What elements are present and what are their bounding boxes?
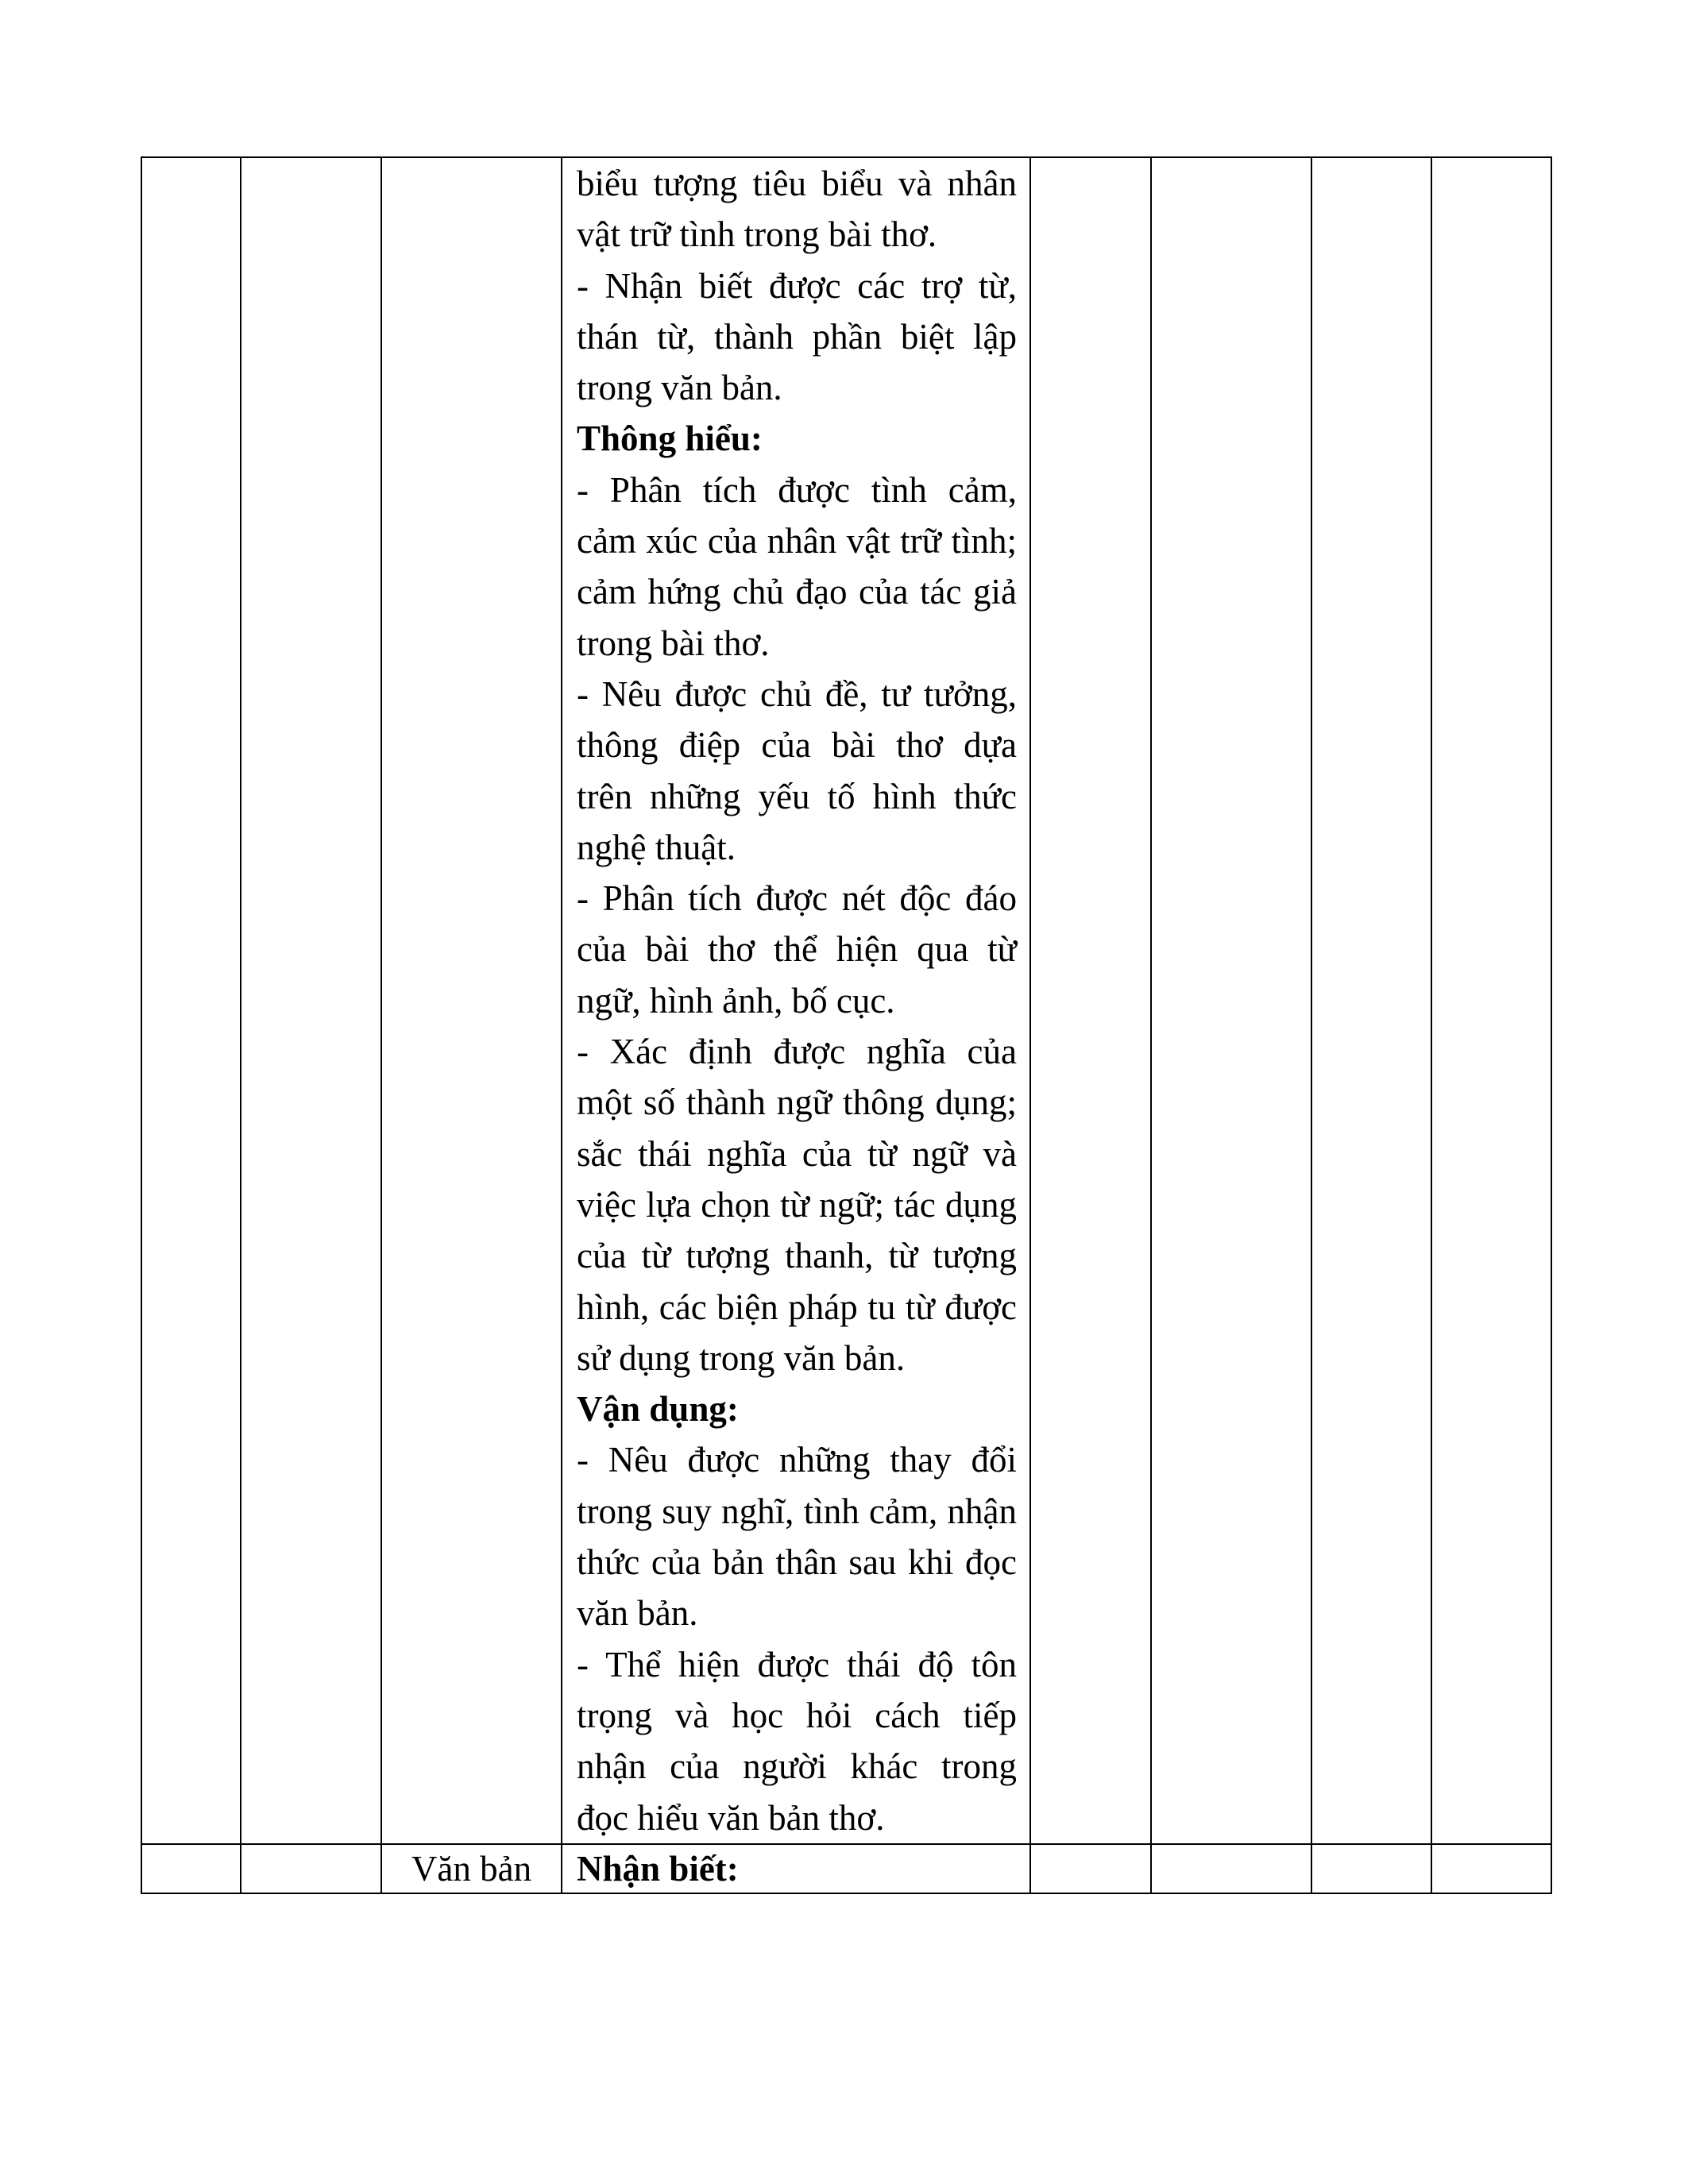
requirement-paragraph: - Xác định được nghĩa của một số thành ngữ thông dụng; sắc thái nghĩa của từ ngữ và việc lựa chọn từ ngữ; tác dụng của từ tượng thanh, từ tượng hình, các biện pháp tu từ được sử dụng trong văn bản. xyxy=(577,1032,1017,1378)
requirements-text xyxy=(562,158,1029,1843)
text-type-cell xyxy=(381,1844,562,1893)
section-heading: Vận dụng: xyxy=(577,1389,739,1430)
requirement-paragraph: - Nêu được chủ đề, tư tưởng, thông điệp của bài thơ dựa trên những yếu tố hình thức nghệ thuật. xyxy=(577,673,1017,867)
table-row xyxy=(141,157,1551,1844)
level-apply-cell xyxy=(1311,157,1431,1844)
level-recognize-cell xyxy=(1030,157,1151,1844)
level-understand-cell xyxy=(1151,1844,1311,1893)
requirement-paragraph: - Nhận biết được các trợ từ, thán từ, thành phần biệt lập trong văn bản. xyxy=(577,265,1017,408)
col-topic-cell xyxy=(241,1844,381,1893)
requirement-paragraph: - Thể hiện được thái độ tôn trọng và học hỏi cách tiếp nhận của người khác trong đọc hiểu văn bản thơ. xyxy=(577,1644,1017,1838)
specification-table xyxy=(141,156,1552,1894)
text-type-label: Văn bản xyxy=(411,1848,532,1889)
section-heading: Thông hiểu: xyxy=(577,419,763,459)
level-high-apply-cell xyxy=(1431,1844,1551,1893)
col-type-cell xyxy=(381,157,562,1844)
level-recognize-cell xyxy=(1030,1844,1151,1893)
col-index-cell xyxy=(141,157,241,1844)
level-high-apply-cell xyxy=(1431,157,1551,1844)
requirement-paragraph: - Nêu được những thay đổi trong suy nghĩ, tình cảm, nhận thức của bản thân sau khi đọc văn bản. xyxy=(577,1440,1017,1634)
requirements-cell xyxy=(562,157,1030,1844)
requirements-heading: Nhận biết: xyxy=(577,1848,739,1889)
requirement-paragraph: - Phân tích được tình cảm, cảm xúc của nhân vật trữ tình; cảm hứng chủ đạo của tác giả trong bài thơ. xyxy=(577,469,1017,663)
level-apply-cell xyxy=(1311,1844,1431,1893)
requirement-paragraph: - Phân tích được nét độc đáo của bài thơ thể hiện qua từ ngữ, hình ảnh, bố cục. xyxy=(577,878,1017,1021)
level-understand-cell xyxy=(1151,157,1311,1844)
requirement-paragraph: biểu tượng tiêu biểu và nhân vật trữ tình trong bài thơ. xyxy=(577,164,1017,255)
col-topic-cell xyxy=(241,157,381,1844)
col-index-cell xyxy=(141,1844,241,1893)
table-row xyxy=(141,1844,1551,1893)
requirements-cell xyxy=(562,1844,1030,1893)
